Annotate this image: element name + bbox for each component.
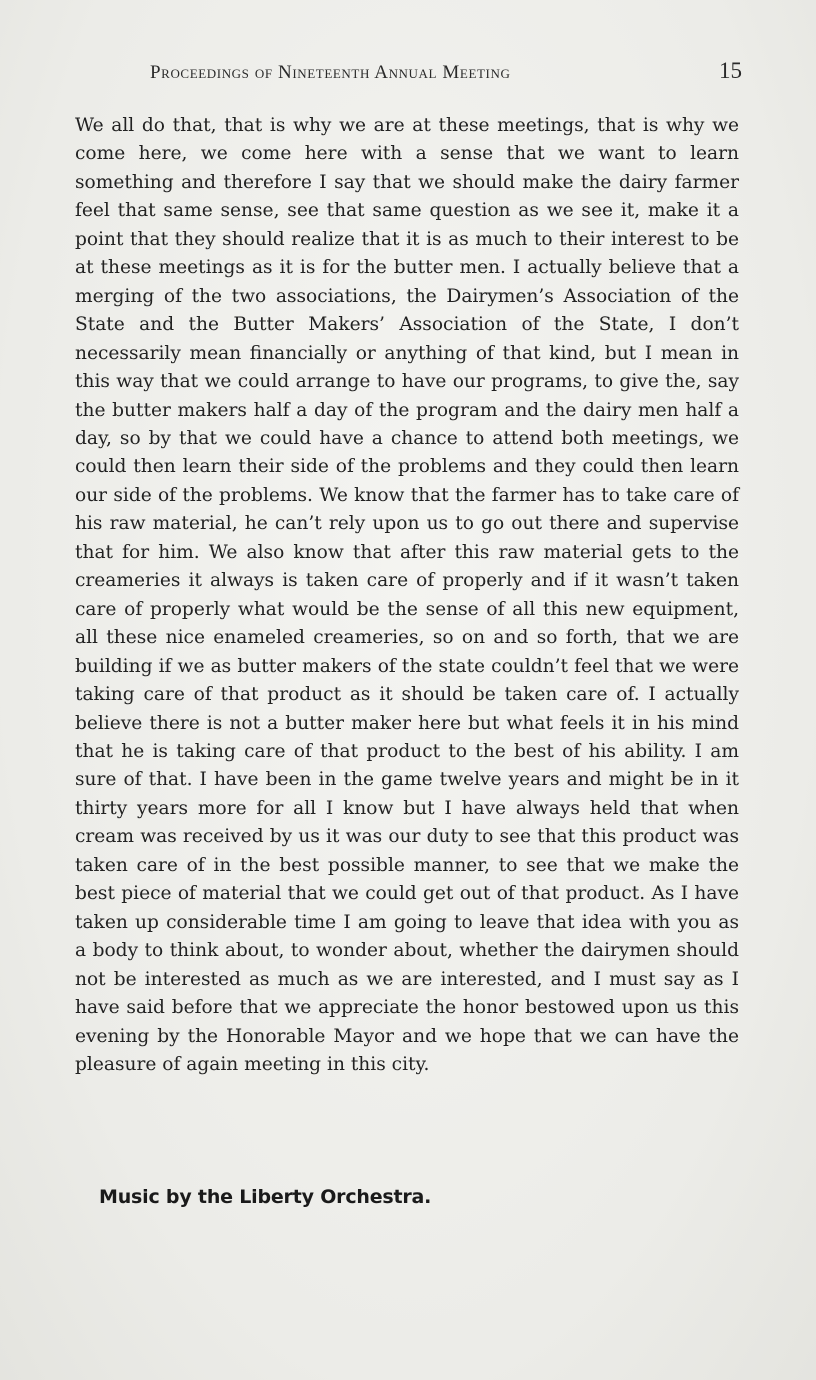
- closing-note: Music by the Liberty Orchestra.: [99, 1186, 432, 1208]
- body-paragraph: We all do that, that is why we are at these meetings, that is why we come here, we come here with a sense that we want to learn something and therefore I say that we should make the dairy farmer feel that same sense, see that same question as we see it, make it a point that they should realize that it is as much to their interest to be at these meetings as it is for the butter men. I actually believe that a merging of the two associations, the Dairymen’s Association of the State and the Butter Makers’ Association of the State, I don’t necessarily mean financially or anything of that kind, but I mean in this way that we could arrange to have our programs, to give the, say the butter makers half a day of the program and the dairy men half a day, so by that we could have a chance to attend both meetings, we could then learn their side of the problems and they could then learn our side of the problems. We know that the farmer has to take care of his raw material, he can’t rely upon us to go out there and supervise that for him. We also know that after this raw material gets to the creameries it always is taken care of properly and if it wasn’t taken care of properly what would be the sense of all this new equipment, all these nice enameled creameries, so on and so forth, that we are building if we as butter makers of the state couldn’t feel that we were taking care of that product as it should be taken care of. I actually believe there is not a butter maker here but what feels it in his mind that he is taking care of that product to the best of his ability. I am sure of that. I have been in the game twelve years and might be in it thirty years more for all I know but I have always held that when cream was received by us it was our duty to see that this product was taken care of in the best possible manner, to see that we make the best piece of material that we could get out of that product. As I have taken up considerable time I am going to leave that idea with you as a body to think about, to wonder about, whether the dairymen should not be interested as much as we are interested, and I must say as I have said before that we appreciate the honor bestowed upon us this evening by the Honorable Mayor and we hope that we can have the pleasure of again meeting in this city.: [75, 115, 739, 1075]
- page-number: 15: [719, 58, 742, 83]
- running-header: [150, 58, 742, 88]
- running-title: Proceedings of Nineteenth Annual Meeting: [150, 62, 511, 83]
